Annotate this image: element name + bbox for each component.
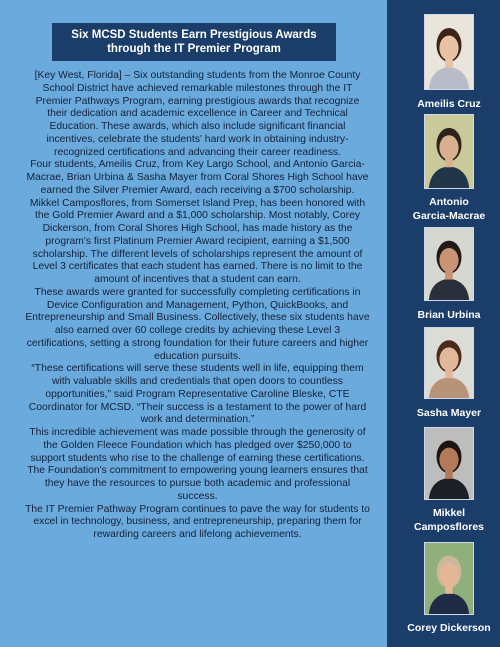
student-photo (424, 427, 474, 500)
face-shape (439, 448, 458, 472)
student-photo (424, 542, 474, 615)
face-shape (439, 135, 458, 160)
student-name-line-2: Garcia-Macrae (412, 210, 486, 222)
paragraph-foundation: This incredible achievement was made possible through the generosity of the Golden Fleece Foundation which has pledged over $250,000 to support students who rise to the challenge of earning these certifications. The Foundation's commitment to empowering young learners ensures that they have the resources to pursue both academic and professional success. (27, 427, 368, 502)
student-name: Corey Dickerson (407, 622, 491, 634)
student-card-corey-dickerson (398, 542, 500, 635)
face-shape (439, 563, 458, 587)
student-name: Sasha Mayer (416, 407, 482, 419)
student-card-antonio-garcia-macrae (398, 114, 500, 223)
paragraph-awards: Four students, Ameilis Cruz, from Key Largo School, and Antonio Garcia-Macrae, Brian Urbina & Sasha Mayer from Coral Shores High School have earned the Silver Premier Award, each receiving a $700 scholarship. Mikkel Camposflores, from Somerset Island Prep, has been honored with the Gold Premier Award and a $1,000 scholarship. Most notably, Corey Dickerson, from Coral Shores High School, has made history as the program's first Platinum Premier Award recipient, earning a $1,500 scholarship. The different levels of scholarships represent the amount of Level 3 certificates that each student has earned. There is no limit to the amount of incentives that a student can earn. (26, 159, 369, 285)
face-shape (439, 36, 458, 61)
portrait-graphic (425, 115, 473, 188)
student-name-line-2: Camposflores (413, 521, 485, 533)
paragraph-closing: The IT Premier Pathway Program continues to pave the way for students to excel in technology, business, and entrepreneurship, preparing them for rewarding careers and lifelong achievements. (25, 503, 370, 540)
student-card-mikkel-camposflores (398, 427, 500, 534)
student-name: Brian Urbina (417, 309, 481, 321)
face-shape (439, 347, 458, 371)
headline-banner (52, 23, 336, 61)
portrait-graphic (425, 543, 473, 614)
headline-line-2: through the IT Premier Program (107, 43, 281, 55)
portrait-graphic (425, 228, 473, 300)
student-card-ameilis-cruz (398, 14, 500, 111)
face-shape (439, 248, 458, 272)
paragraph-certifications: These awards were granted for successfully completing certifications in Device Configuration and Management, Python, QuickBooks, and Entrepreneurship and Small Business. Collectively, these six students have also earned over 60 college credits by achieving these Level 3 certifications, setting a strong foundation for their future careers and higher education pursuits. (25, 286, 370, 362)
student-name-line-1: Mikkel (432, 507, 466, 519)
paragraph-intro: [Key West, Florida] – Six outstanding students from the Monroe County School District have achieved remarkable milestones through the IT Premier Pathways Program, earning prestigious awards that recognize their dedication and academic excellence in Career and Technical Education. These awards, which also include significant financial incentives, celebrate the students' hard work in obtaining industry-recognized certifications and advancing their career readiness. (34, 70, 361, 158)
article-body (25, 70, 370, 542)
student-card-sasha-mayer (398, 327, 500, 420)
student-photo (424, 227, 474, 301)
portrait-graphic (425, 428, 473, 499)
student-photo (424, 327, 474, 399)
portrait-graphic (425, 15, 473, 89)
student-name-line-1: Antonio (429, 196, 469, 208)
student-photo (424, 114, 474, 189)
paragraph-quote: “These certifications will serve these students well in life, equipping them with valuable skills and credentials that open doors to countless opportunities,” said Program Representative Caroline Bleske, CTE Coordinator for MCSD. “Their success is a testament to the power of hard work and determination.” (28, 363, 367, 426)
student-card-brian-urbina (398, 227, 500, 322)
portrait-graphic (425, 328, 473, 398)
headline-line-1: Six MCSD Students Earn Prestigious Awards (71, 28, 317, 41)
student-name: Ameilis Cruz (417, 98, 481, 110)
student-photo (424, 14, 474, 90)
